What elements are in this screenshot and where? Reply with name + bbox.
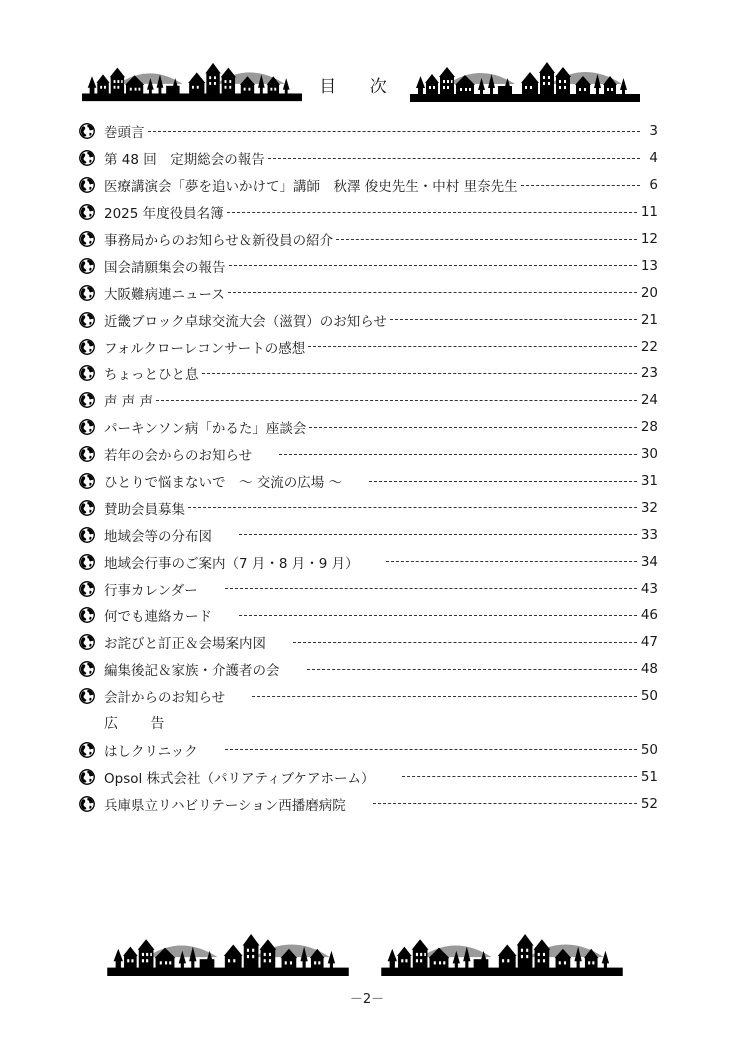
dot-leader	[373, 803, 637, 804]
globe-icon	[78, 633, 96, 651]
toc-page-number: 20	[640, 284, 658, 301]
page-title: 目 次	[319, 77, 401, 97]
toc-entry-title: 賛助会員募集	[104, 501, 185, 518]
dot-leader	[336, 239, 637, 240]
ads-section-heading: 広 告	[104, 716, 179, 733]
toc-entry-title: 事務局からのお知らせ＆新役員の紹介	[104, 233, 334, 249]
toc-entry-title: 大阪難病連ニュース	[104, 286, 225, 303]
globe-icon	[78, 499, 96, 517]
ad-list-item[interactable]	[78, 763, 658, 790]
globe-icon	[78, 149, 96, 167]
toc-entry-title: 編集後記＆家族・介護者の会	[104, 663, 280, 680]
toc-page-number: 48	[640, 661, 658, 678]
dot-leader	[229, 265, 637, 266]
toc-page-number: 43	[640, 580, 658, 597]
header-town-banner-left	[82, 62, 302, 102]
dot-leader	[227, 212, 637, 213]
globe-icon	[78, 284, 96, 302]
toc-list-item[interactable]	[78, 629, 658, 656]
toc-page-number: 50	[640, 688, 658, 705]
globe-icon	[78, 472, 96, 490]
toc-page-number: 32	[640, 499, 658, 516]
globe-icon	[78, 311, 96, 329]
toc-entry-title: 巻頭言	[104, 125, 145, 142]
toc-page-number: 34	[640, 553, 658, 570]
footer-town-banner-right	[366, 934, 638, 976]
globe-icon	[78, 338, 96, 356]
toc-list-item[interactable]	[78, 683, 658, 710]
toc-page-number: 24	[640, 392, 658, 409]
dot-leader	[402, 776, 637, 777]
dot-leader	[369, 481, 637, 482]
table-of-contents	[78, 118, 658, 817]
toc-entry-title: 地域会等の分布図	[104, 528, 212, 545]
globe-icon	[78, 580, 96, 598]
toc-page-number: 12	[640, 231, 658, 247]
dot-leader	[386, 561, 637, 562]
toc-entry-title: 医療講演会「夢を追いかけて」講師 秋澤 俊史先生・中村 里奈先生	[104, 179, 518, 196]
toc-list-item[interactable]	[78, 199, 658, 226]
toc-entry-title: パーキンソン病「かるた」座談会	[104, 421, 307, 438]
toc-page-number: 30	[640, 446, 658, 463]
toc-list-item[interactable]	[78, 172, 658, 199]
toc-entry-title: 2025 年度役員名簿	[104, 206, 224, 223]
toc-entry-title: 何でも連絡カード	[104, 609, 212, 626]
dot-leader	[239, 615, 637, 616]
toc-entry-title: 兵庫県立リハビリテーション西播磨病院	[104, 797, 346, 814]
toc-entry-title: フォルクローレコンサートの感想	[104, 340, 306, 357]
toc-list-item[interactable]	[78, 602, 658, 629]
dot-leader	[225, 749, 637, 750]
toc-list-item[interactable]	[78, 521, 658, 548]
toc-entry-title: 会計からのお知らせ	[104, 690, 226, 707]
toc-entry-title: 第 48 回 定期総会の報告	[104, 152, 265, 169]
dot-leader	[293, 642, 637, 643]
toc-page-number: 22	[640, 338, 658, 355]
globe-icon	[78, 687, 96, 705]
page-number: －2－	[349, 992, 385, 1007]
toc-page-number: 6	[649, 177, 658, 194]
toc-list-item[interactable]	[78, 656, 658, 683]
toc-page-number: 3	[649, 123, 658, 140]
dot-leader	[228, 292, 637, 293]
toc-entry-title: 若年の会からのお知らせ	[104, 448, 253, 465]
globe-icon	[78, 526, 96, 544]
dot-leader	[308, 346, 637, 347]
globe-icon	[78, 203, 96, 221]
globe-icon	[78, 768, 96, 786]
toc-entry-title: ひとりで悩まないで ～ 交流の広場 ～	[104, 475, 343, 492]
toc-list-item[interactable]	[78, 252, 658, 279]
toc-page-number: 28	[640, 419, 658, 436]
toc-entry-title: 声 声 声	[104, 394, 154, 411]
globe-icon	[78, 176, 96, 194]
footer-town-banner-left	[88, 934, 368, 976]
globe-icon	[78, 553, 96, 571]
toc-page-number: 13	[640, 257, 658, 274]
toc-page-number: 21	[640, 311, 658, 328]
toc-list-item[interactable]	[78, 226, 658, 253]
ad-list-item[interactable]	[78, 736, 658, 763]
toc-page-number: 51	[640, 768, 658, 785]
toc-entry-title: 行事カレンダー	[104, 582, 198, 599]
globe-icon	[78, 122, 96, 140]
globe-icon	[78, 445, 96, 463]
toc-list-item[interactable]	[78, 387, 658, 414]
toc-entry-title: Opsol 株式会社（パリアティブケアホーム）	[104, 770, 375, 787]
toc-list-item[interactable]	[78, 118, 658, 145]
toc-list-item[interactable]	[78, 548, 658, 575]
toc-entry-title: お詫びと訂正＆会場案内図	[104, 636, 266, 653]
globe-icon	[78, 660, 96, 678]
dot-leader	[225, 588, 637, 589]
dot-leader	[239, 534, 637, 535]
dot-leader	[309, 427, 636, 428]
toc-list-item[interactable]	[78, 414, 658, 441]
dot-leader	[148, 131, 641, 132]
dot-leader	[252, 696, 637, 697]
toc-page-number: 46	[640, 607, 658, 624]
toc-list-item[interactable]	[78, 494, 658, 521]
globe-icon	[78, 230, 96, 248]
toc-entry-title: はしクリニック	[104, 743, 198, 760]
globe-icon	[78, 364, 96, 382]
header-town-banner-right	[410, 62, 640, 102]
toc-page-number: 33	[640, 526, 658, 543]
toc-page-number: 4	[649, 150, 658, 167]
toc-entry-title: 近畿ブロック卓球交流大会（滋賀）のお知らせ	[104, 313, 387, 330]
dot-leader	[202, 373, 637, 374]
toc-page-number: 11	[640, 204, 658, 221]
dot-leader	[279, 454, 637, 455]
toc-page-number: 50	[640, 741, 658, 758]
toc-page-number: 31	[640, 473, 658, 490]
toc-page-number: 23	[640, 365, 658, 382]
ad-list-item[interactable]	[78, 790, 658, 817]
toc-list-item[interactable]	[78, 145, 658, 172]
globe-icon	[78, 795, 96, 813]
dot-leader	[188, 507, 637, 508]
dot-leader	[521, 185, 640, 186]
toc-entry-title: 国会請願集会の報告	[104, 259, 226, 276]
toc-entry-title: ちょっとひと息	[104, 367, 199, 384]
toc-list-item[interactable]	[78, 279, 658, 306]
dot-leader	[390, 319, 637, 320]
toc-list-item[interactable]	[78, 575, 658, 602]
globe-icon	[78, 257, 96, 275]
dot-leader	[156, 400, 637, 401]
toc-list-item[interactable]	[78, 360, 658, 387]
toc-list-item[interactable]	[78, 441, 658, 468]
toc-list-item[interactable]	[78, 468, 658, 495]
toc-page-number: 47	[640, 634, 658, 651]
globe-icon	[78, 391, 96, 409]
toc-list-item[interactable]	[78, 333, 658, 360]
toc-entry-title: 地域会行事のご案内（7 月・8 月・9 月）	[104, 555, 359, 572]
toc-page-number: 52	[640, 795, 658, 812]
dot-leader	[307, 669, 637, 670]
globe-icon	[78, 606, 96, 624]
globe-icon	[78, 418, 96, 436]
toc-list-item[interactable]	[78, 306, 658, 333]
dot-leader	[268, 158, 640, 159]
globe-icon	[78, 741, 96, 759]
